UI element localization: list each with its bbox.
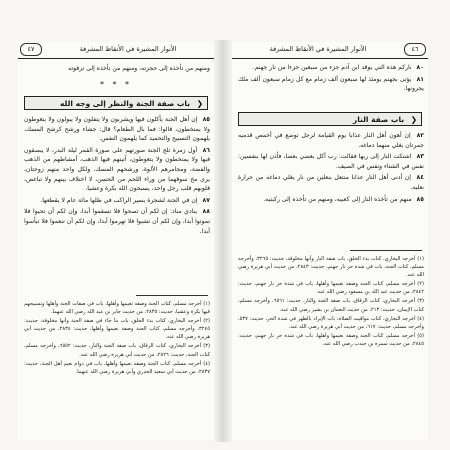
hadith-text: إن أدنى أهل النار عذابا منتعل بنعلين من نار يغلي دماغه من حرارة نعليه.	[238, 174, 424, 191]
footnote: (١) أخرجه البخاري، كتاب بدء الخلق، باب صفة النار وأنها مخلوقة، حديث: ٣٢٦٥، وأخرجه مسلم، كتاب الجنة، باب في شدة حر نار جهنم، حديث: ٢٨٤٣، من حديث أبي هريرة رضي الله عنه.	[238, 256, 424, 279]
footnote: (٢) أخرجه مسلم، كتاب الجنة وصفة نعيمها وأهلها، باب في شدة حر نار جهنم، حديث: ٢٨٤٢، من حديث عبد الله بن مسعود رضي الله عنه.	[238, 281, 424, 296]
hadith-text: إن أهل الجنة يأكلون فيها ويشربون ولا يتفلون ولا يبولون ولا يتغوطون ولا يمتخطون، قالوا: فما بال الطعام؟ قال: جشاء ورشح كرشح المسك، يلهمون التسبيح والتحميد كما يلهمون النفس.	[24, 116, 210, 143]
chevron-left-icon: ❮	[196, 99, 203, 108]
footnote: (٤) أخرجه البخاري، كتاب مواقيت الصلاة، باب الإبراد بالظهر في شدة الحر، حديث: ٥٣٧، وأخرجه مسلم، حديث: ٦١٧، من حديث أبي هريرة رضي الله عنه.	[238, 315, 424, 330]
continued-text: ومنهم من تأخذه إلى حجزته، ومنهم من تأخذه إلى ترقوته	[68, 65, 210, 72]
footnote: (٤) أخرجه مسلم، كتاب الجنة وصفة نعيمها وأهلها، باب في دوام نعيم أهل الجنة، حديث: ٢٨٣٧، من حديث أبي سعيد الخدري وأبي هريرة رضي الله عنهما.	[24, 360, 210, 375]
hadith-text: اشتكت النار إلى ربها فقالت: رب أكل بعضي بعضا، فأذن لها بنفسين: نفس في الشتاء ونفس في الصيف.	[238, 153, 424, 170]
chapter-heading	[238, 112, 422, 126]
hadith-paragraph	[238, 152, 424, 171]
footnote: (٣) أخرجه البخاري، كتاب الرقاق، باب صفة الجنة والنار، حديث: ٦٥٥٢، وأخرجه مسلم، كتاب الجنة، حديث: ٢٨٢٦، من حديث أبي هريرة رضي الله عنه.	[24, 343, 210, 358]
book-gutter	[214, 40, 232, 442]
hadith-paragraph	[238, 75, 424, 94]
left-page	[18, 42, 214, 440]
running-title: الأنوار المشيرة في الأنقاظ المشرفة	[79, 45, 177, 53]
hadith-text: منهم من تأخذه النار إلى كعبيه، ومنهم من تأخذه إلى ركبتيه.	[263, 195, 412, 203]
hadith-number: ٨٧	[202, 196, 210, 204]
footnote: (٢) أخرجه البخاري، كتاب بدء الخلق، باب ما جاء في صفة الجنة وأنها مخلوقة، حديث: ٣٢٤٥، وأخرجه مسلم، كتاب الجنة وصفة نعيمها وأهلها، حديث: ٢٨٣٤، من حديث أبي هريرة رضي الله عنه.	[24, 318, 210, 341]
hadith-number: ٨١	[416, 75, 425, 83]
hadith-number: ٨٢	[416, 132, 425, 139]
separator-stars: * * *	[99, 80, 133, 89]
hadith-number: ٨٤	[416, 174, 424, 182]
right-page	[232, 42, 428, 440]
chevron-left-icon: ❮	[410, 115, 417, 124]
hadith-paragraph	[24, 146, 210, 194]
chapter-title: باب صفة النار	[352, 115, 405, 124]
running-header	[232, 42, 428, 59]
hadith-paragraph	[24, 196, 210, 206]
page-number: ٤٧	[20, 43, 42, 56]
hadith-number: ٨٥	[416, 195, 424, 203]
hadith-number: ٨٣	[416, 153, 425, 161]
footnote-divider	[350, 250, 422, 251]
hadith-text: إن أهون أهل النار عذابا يوم القيامة لرجل توضع في أخمص قدميه جمرتان يغلي منهما دماغه.	[238, 132, 424, 149]
footnote: (٥) أخرجه مسلم، كتاب الجنة وصفة نعيمها وأهلها، باب في شدة حر نار جهنم، حديث: ٢٨٤٥، من حديث سمرة بن جندب رضي الله عنه.	[238, 332, 424, 347]
hadith-paragraph	[238, 131, 424, 150]
footnotes	[238, 255, 424, 349]
hadith-block	[238, 63, 424, 94]
hadith-paragraph	[238, 63, 424, 73]
hadith-block	[24, 115, 210, 236]
running-title: الأنوار المشيرة في الأنقاظ المشرفة	[269, 45, 367, 53]
footnote: (١) أخرجه مسلم، كتاب الجنة وصفة نعيمها وأهلها، باب في صفات الجنة وأهلها وتسبيحهم فيها بكرة وعشيا، حديث: ٢٨٣٥، من حديث جابر بن عبد الله رضي الله عنهما.	[24, 301, 210, 316]
hadith-text: إن في الجنة لشجرة يسير الراكب في ظلها مائة عام لا يقطعها.	[40, 196, 198, 204]
hadith-paragraph	[24, 207, 210, 236]
hadith-number: ٨٦	[202, 146, 211, 154]
hadith-paragraph	[24, 115, 210, 144]
hadith-text: يؤتى بجهنم يومئذ لها سبعون ألف زمام مع كل زمام سبعون ألف ملك يجرونها.	[238, 75, 424, 93]
footnotes	[24, 300, 210, 377]
hadith-block	[238, 131, 424, 204]
footnote: (٣) أخرجه البخاري، كتاب الرقاق، باب صفة الجنة والنار، حديث: ٦٥٦١، وأخرجه مسلم، كتاب الإيمان، حديث: ٢١٣، من حديث النعمان بن بشير رضي الله عنه.	[238, 298, 424, 313]
page-number: ٤٦	[404, 43, 426, 56]
hadith-paragraph	[238, 173, 424, 192]
hadith-text: ينادي مناد: إن لكم أن تصحوا فلا تسقموا أبدا، وإن لكم أن تحيوا فلا تموتوا أبدا، وإن لكم أن تشبوا فلا تهرموا أبدا، وإن لكم أن تنعموا فلا تبأسوا أبدا.	[24, 208, 210, 235]
chapter-title: باب صفة الجنة والنظر إلى وجه الله	[59, 99, 191, 108]
hadith-paragraph	[238, 195, 424, 205]
hadith-text: ناركم هذه التي يوقد ابن آدم جزء من سبعين جزءا من نار جهنم.	[252, 64, 412, 71]
running-header	[18, 42, 214, 59]
hadith-number: ٨٥	[202, 116, 211, 123]
hadith-number: ٨٨	[202, 208, 210, 216]
hadith-text: أول زمرة تلج الجنة صورتهم على صورة القمر ليلة البدر، لا يبصقون فيها ولا يمتخطون ولا يتغوطون، آنيتهم فيها الذهب، أمشاطهم من الذهب والفضة، ومجامرهم الألوة، ورشحهم المسك، ولكل واحد منهم زوجتان، يرى مخ سوقهما من وراء اللحم من الحسن، لا اختلاف بينهم ولا تباغض، قلوبهم قلب رجل واحد، يسبحون الله بكرة وعشيا.	[24, 146, 210, 193]
hadith-number: ٨٠	[416, 64, 424, 71]
chapter-heading	[24, 96, 208, 110]
footnote-divider	[136, 295, 208, 296]
